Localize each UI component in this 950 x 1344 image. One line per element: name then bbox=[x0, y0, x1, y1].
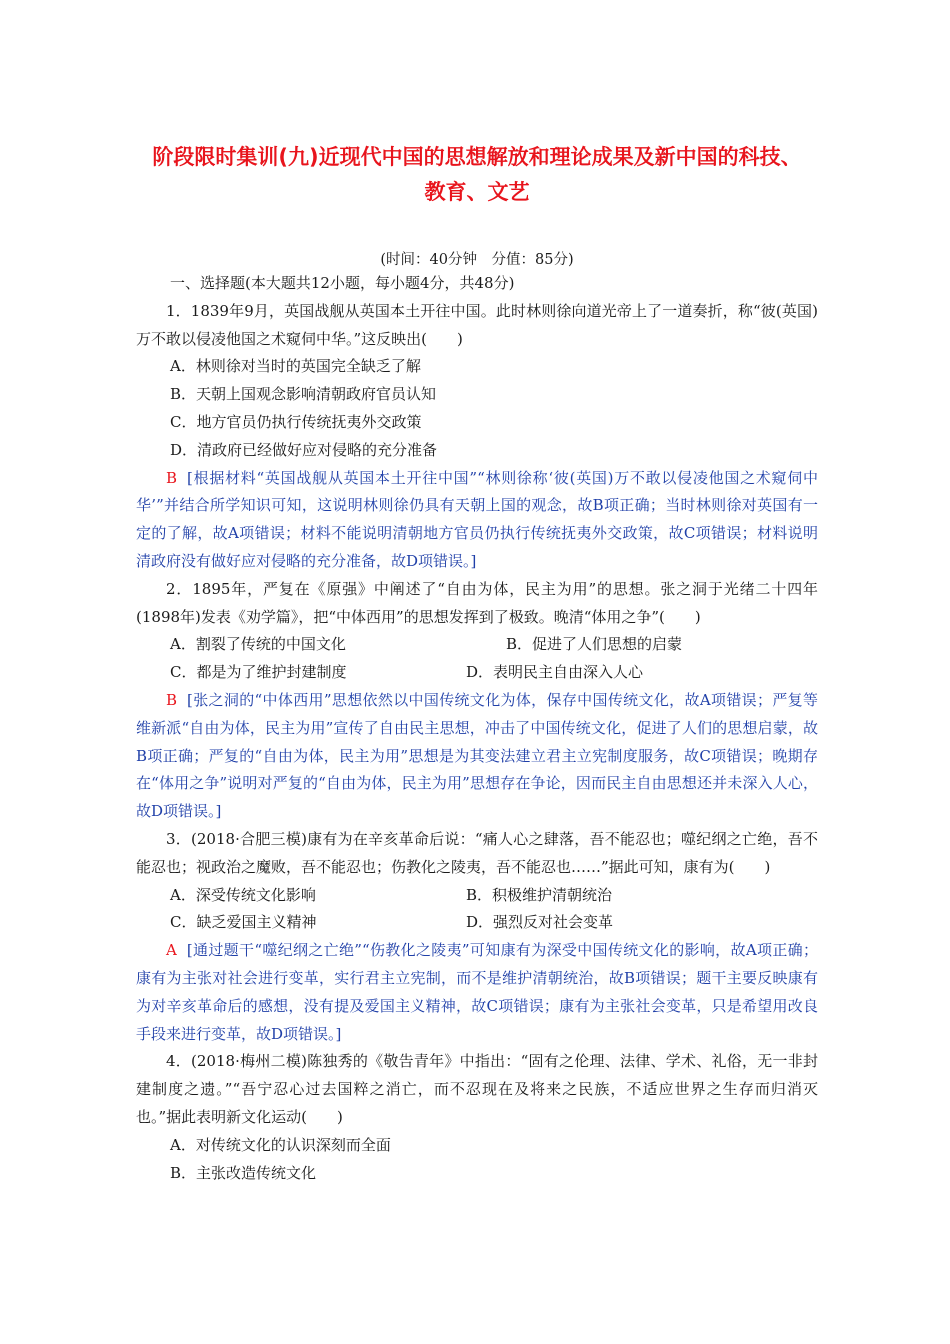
question-stem: 2．1895年，严复在《原强》中阐述了“自由为体，民主为用”的思想。张之洞于光绪二十四年(1898年)发表《劝学篇》，把“中体西用”的思想发挥到了极致。晚清“体用之争”( ) bbox=[136, 579, 818, 626]
option-d: D．清政府已经做好应对侵略的充分准备 bbox=[170, 440, 438, 459]
explanation-text: [张之洞的“中体西用”思想依然以中国传统文化为体，保存中国传统文化，故A项错误；严复等维新派“自由为体，民主为用”宣传了自由民主思想，冲击了中国传统文化，促进了人们的思想启蒙，故B项正确；严复的“自由为体，民主为用”思想是为其变法建立君主立宪制度服务，故C项错误；晚期存在“体用之争”说明对严复的“自由为体，民主为用”思想存在争论，因而民主自由思想还并未深入人心，故D项错误。] bbox=[136, 690, 818, 821]
answer-letter: B bbox=[166, 468, 178, 487]
document-page bbox=[136, 140, 818, 1187]
answer-letter: A bbox=[166, 941, 177, 960]
question-stem: 3．(2018·合肥三模)康有为在辛亥革命后说：“痛人心之肆落，吾不能忍也；噬纪纲之亡绝，吾不能忍也；视政治之魔败，吾不能忍也；伤教化之陵夷，吾不能忍也……”据此可知，康有为( ) bbox=[136, 829, 818, 876]
question-stem: 4．(2018·梅州二模)陈独秀的《敬告青年》中指出：“固有之伦理、法律、学术、礼俗，无一非封建制度之遗。”“吾宁忍心过去国粹之消亡，而不忍现在及将来之民族，不适应世界之生存而归消灭也。”据此表明新文化运动( ) bbox=[136, 1052, 818, 1126]
explanation-text: [通过题干“噬纪纲之亡绝”“伤教化之陵夷”可知康有为深受中国传统文化的影响，故A项正确；康有为主张对社会进行变革，实行君主立宪制，而不是维护清朝统治，故B项错误；题干主要反映康有为对辛亥革命后的感想，没有提及爱国主义精神，故C项错误；康有为主张社会变革，只是希望用改良手段来进行变革，故D项错误。] bbox=[136, 941, 818, 1043]
option-b: B．积极维护清朝统治 bbox=[466, 885, 613, 904]
question-2 bbox=[136, 576, 818, 826]
question-3 bbox=[136, 826, 818, 1048]
option-c: C．缺乏爱国主义精神 bbox=[170, 913, 317, 932]
exam-meta: (时间：40分钟 分值：85分) bbox=[380, 252, 574, 268]
option-row bbox=[136, 882, 818, 910]
option-row bbox=[136, 631, 818, 659]
answer-explanation bbox=[136, 937, 818, 1048]
option-b: B．促进了人们思想的启蒙 bbox=[506, 635, 683, 654]
option-a: A．割裂了传统的中国文化 bbox=[170, 635, 346, 654]
option-d: D．表明民主自由深入人心 bbox=[466, 663, 644, 682]
answer-explanation bbox=[136, 687, 818, 826]
question-4 bbox=[136, 1048, 818, 1187]
option-a: A．深受传统文化影响 bbox=[170, 885, 316, 904]
option-a: A．林则徐对当时的英国完全缺乏了解 bbox=[170, 357, 421, 376]
answer-letter: B bbox=[166, 690, 178, 709]
answer-explanation bbox=[136, 465, 818, 576]
question-1 bbox=[136, 298, 818, 576]
question-stem: 1．1839年9月，英国战舰从英国本土开往中国。此时林则徐向道光帝上了一道奏折，称“彼(英国)万不敢以侵凌他国之术窥伺中华。”这反映出( ) bbox=[136, 301, 818, 348]
section-heading: 一、选择题(本大题共12小题，每小题4分，共48分) bbox=[170, 274, 515, 292]
explanation-text: [根据材料“英国战舰从英国本土开往中国”“林则徐称‘彼(英国)万不敢以侵凌他国之术窥伺中华’”并结合所学知识可知，这说明林则徐仍具有天朝上国的观念，故B项正确；当时林则徐对英国有一定的了解，故A项错误；材料不能说明清朝地方官员仍执行传统抚夷外交政策，故C项错误；材料说明清政府没有做好应对侵略的充分准备，故D项错误。] bbox=[136, 468, 818, 570]
option-a: A．对传统文化的认识深刻而全面 bbox=[170, 1135, 391, 1154]
option-d: D．强烈反对社会变革 bbox=[466, 913, 614, 932]
option-row bbox=[136, 909, 818, 937]
option-b: B．天朝上国观念影响清朝政府官员认知 bbox=[170, 385, 437, 404]
option-c: C．地方官员仍执行传统抚夷外交政策 bbox=[170, 412, 422, 431]
option-c: C．都是为了维护封建制度 bbox=[170, 663, 347, 682]
option-row bbox=[136, 659, 818, 687]
option-b: B．主张改造传统文化 bbox=[170, 1163, 317, 1182]
title-line-1: 阶段限时集训(九)近现代中国的思想解放和理论成果及新中国的科技、 bbox=[152, 145, 802, 169]
title-line-2: 教育、文艺 bbox=[424, 180, 530, 204]
document-title bbox=[126, 140, 828, 210]
